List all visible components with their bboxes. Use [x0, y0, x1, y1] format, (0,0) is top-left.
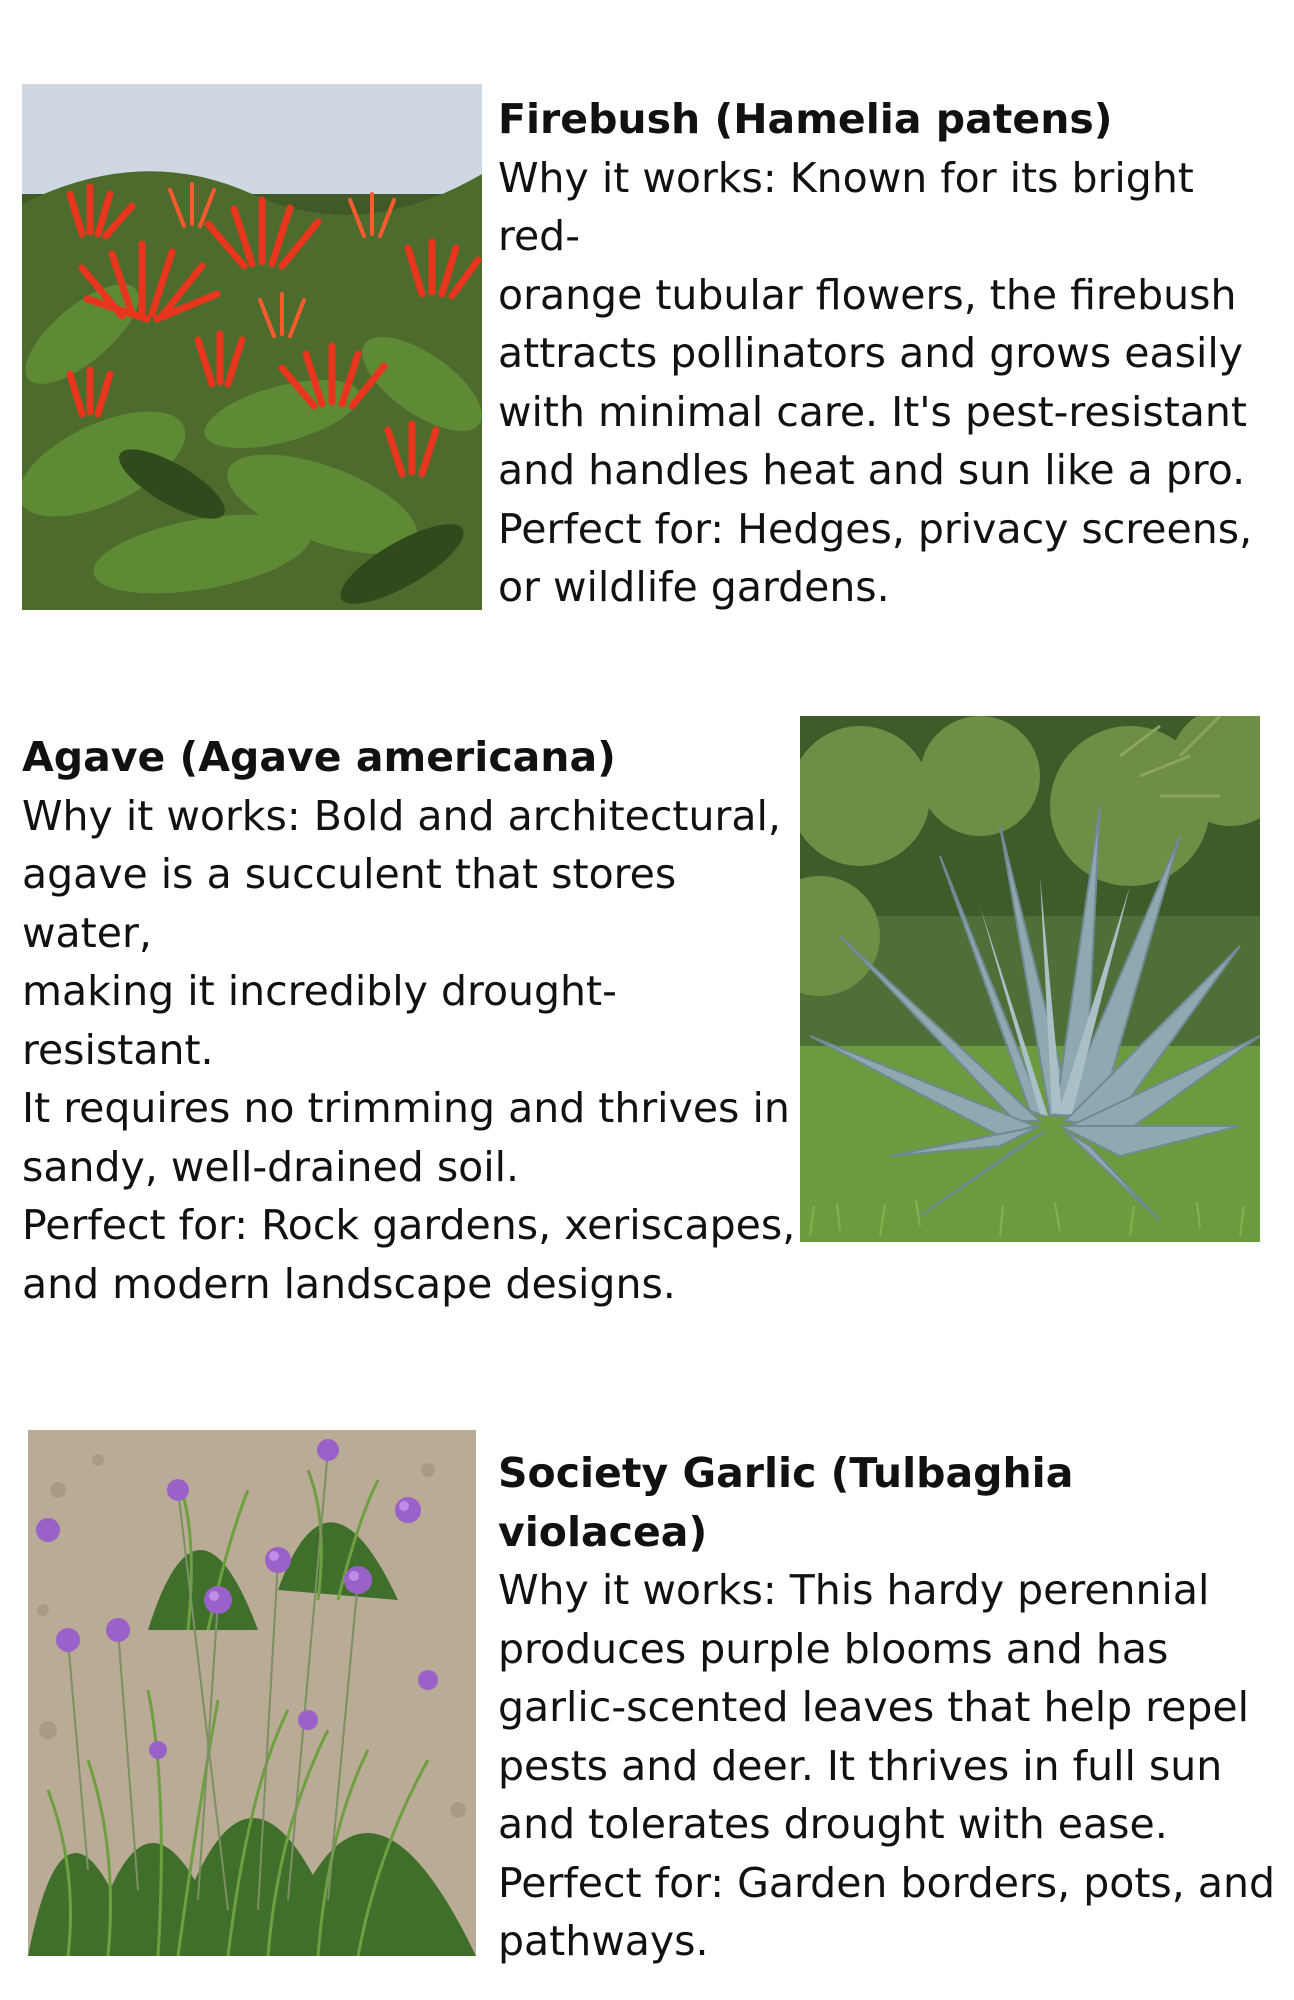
society-garlic-line: and tolerates drought with ease.	[498, 1800, 1168, 1848]
society-garlic-line: pathways.	[498, 1917, 709, 1965]
agave-title: Agave (Agave americana)	[22, 733, 616, 781]
society-garlic-section	[498, 1444, 1288, 1971]
society-garlic-line: produces purple blooms and has	[498, 1624, 1169, 1673]
society-garlic-line: Perfect for: Garden borders, pots, and	[498, 1858, 1275, 1907]
agave-photo	[800, 716, 1260, 1242]
agave-line: agave is a succulent that stores water,	[22, 850, 677, 957]
agave-line: Why it works: Bold and architectural,	[22, 791, 781, 840]
agave-section	[22, 728, 802, 1313]
agave-line: sandy, well-drained soil.	[22, 1142, 520, 1191]
agave-line: and modern landscape designs.	[22, 1259, 676, 1308]
agave-line: It requires no trimming and thrives in	[22, 1084, 790, 1132]
firebush-title: Firebush (Hamelia patens)	[498, 95, 1113, 143]
firebush-line: Perfect for: Hedges, privacy screens,	[498, 504, 1253, 553]
firebush-line: orange tubular flowers, the firebush	[498, 270, 1237, 319]
agave-line: Perfect for: Rock gardens, xeriscapes,	[22, 1201, 796, 1249]
agave-line: making it incredibly drought-resistant.	[22, 967, 617, 1074]
society-garlic-photo	[28, 1430, 476, 1956]
firebush-line: with minimal care. It's pest-resistant	[498, 387, 1247, 436]
society-garlic-title: Society Garlic (Tulbaghia violacea)	[498, 1449, 1074, 1556]
firebush-line: or wildlife gardens.	[498, 563, 890, 611]
society-garlic-line: pests and deer. It thrives in full sun	[498, 1741, 1223, 1790]
firebush-line: Why it works: Known for its bright red-	[498, 153, 1194, 260]
society-garlic-line: Why it works: This hardy perennial	[498, 1566, 1210, 1614]
firebush-section	[498, 90, 1288, 617]
firebush-photo	[22, 84, 482, 610]
firebush-line: and handles heat and sun like a pro.	[498, 446, 1246, 494]
firebush-line: attracts pollinators and grows easily	[498, 329, 1243, 377]
society-garlic-line: garlic-scented leaves that help repel	[498, 1683, 1249, 1731]
